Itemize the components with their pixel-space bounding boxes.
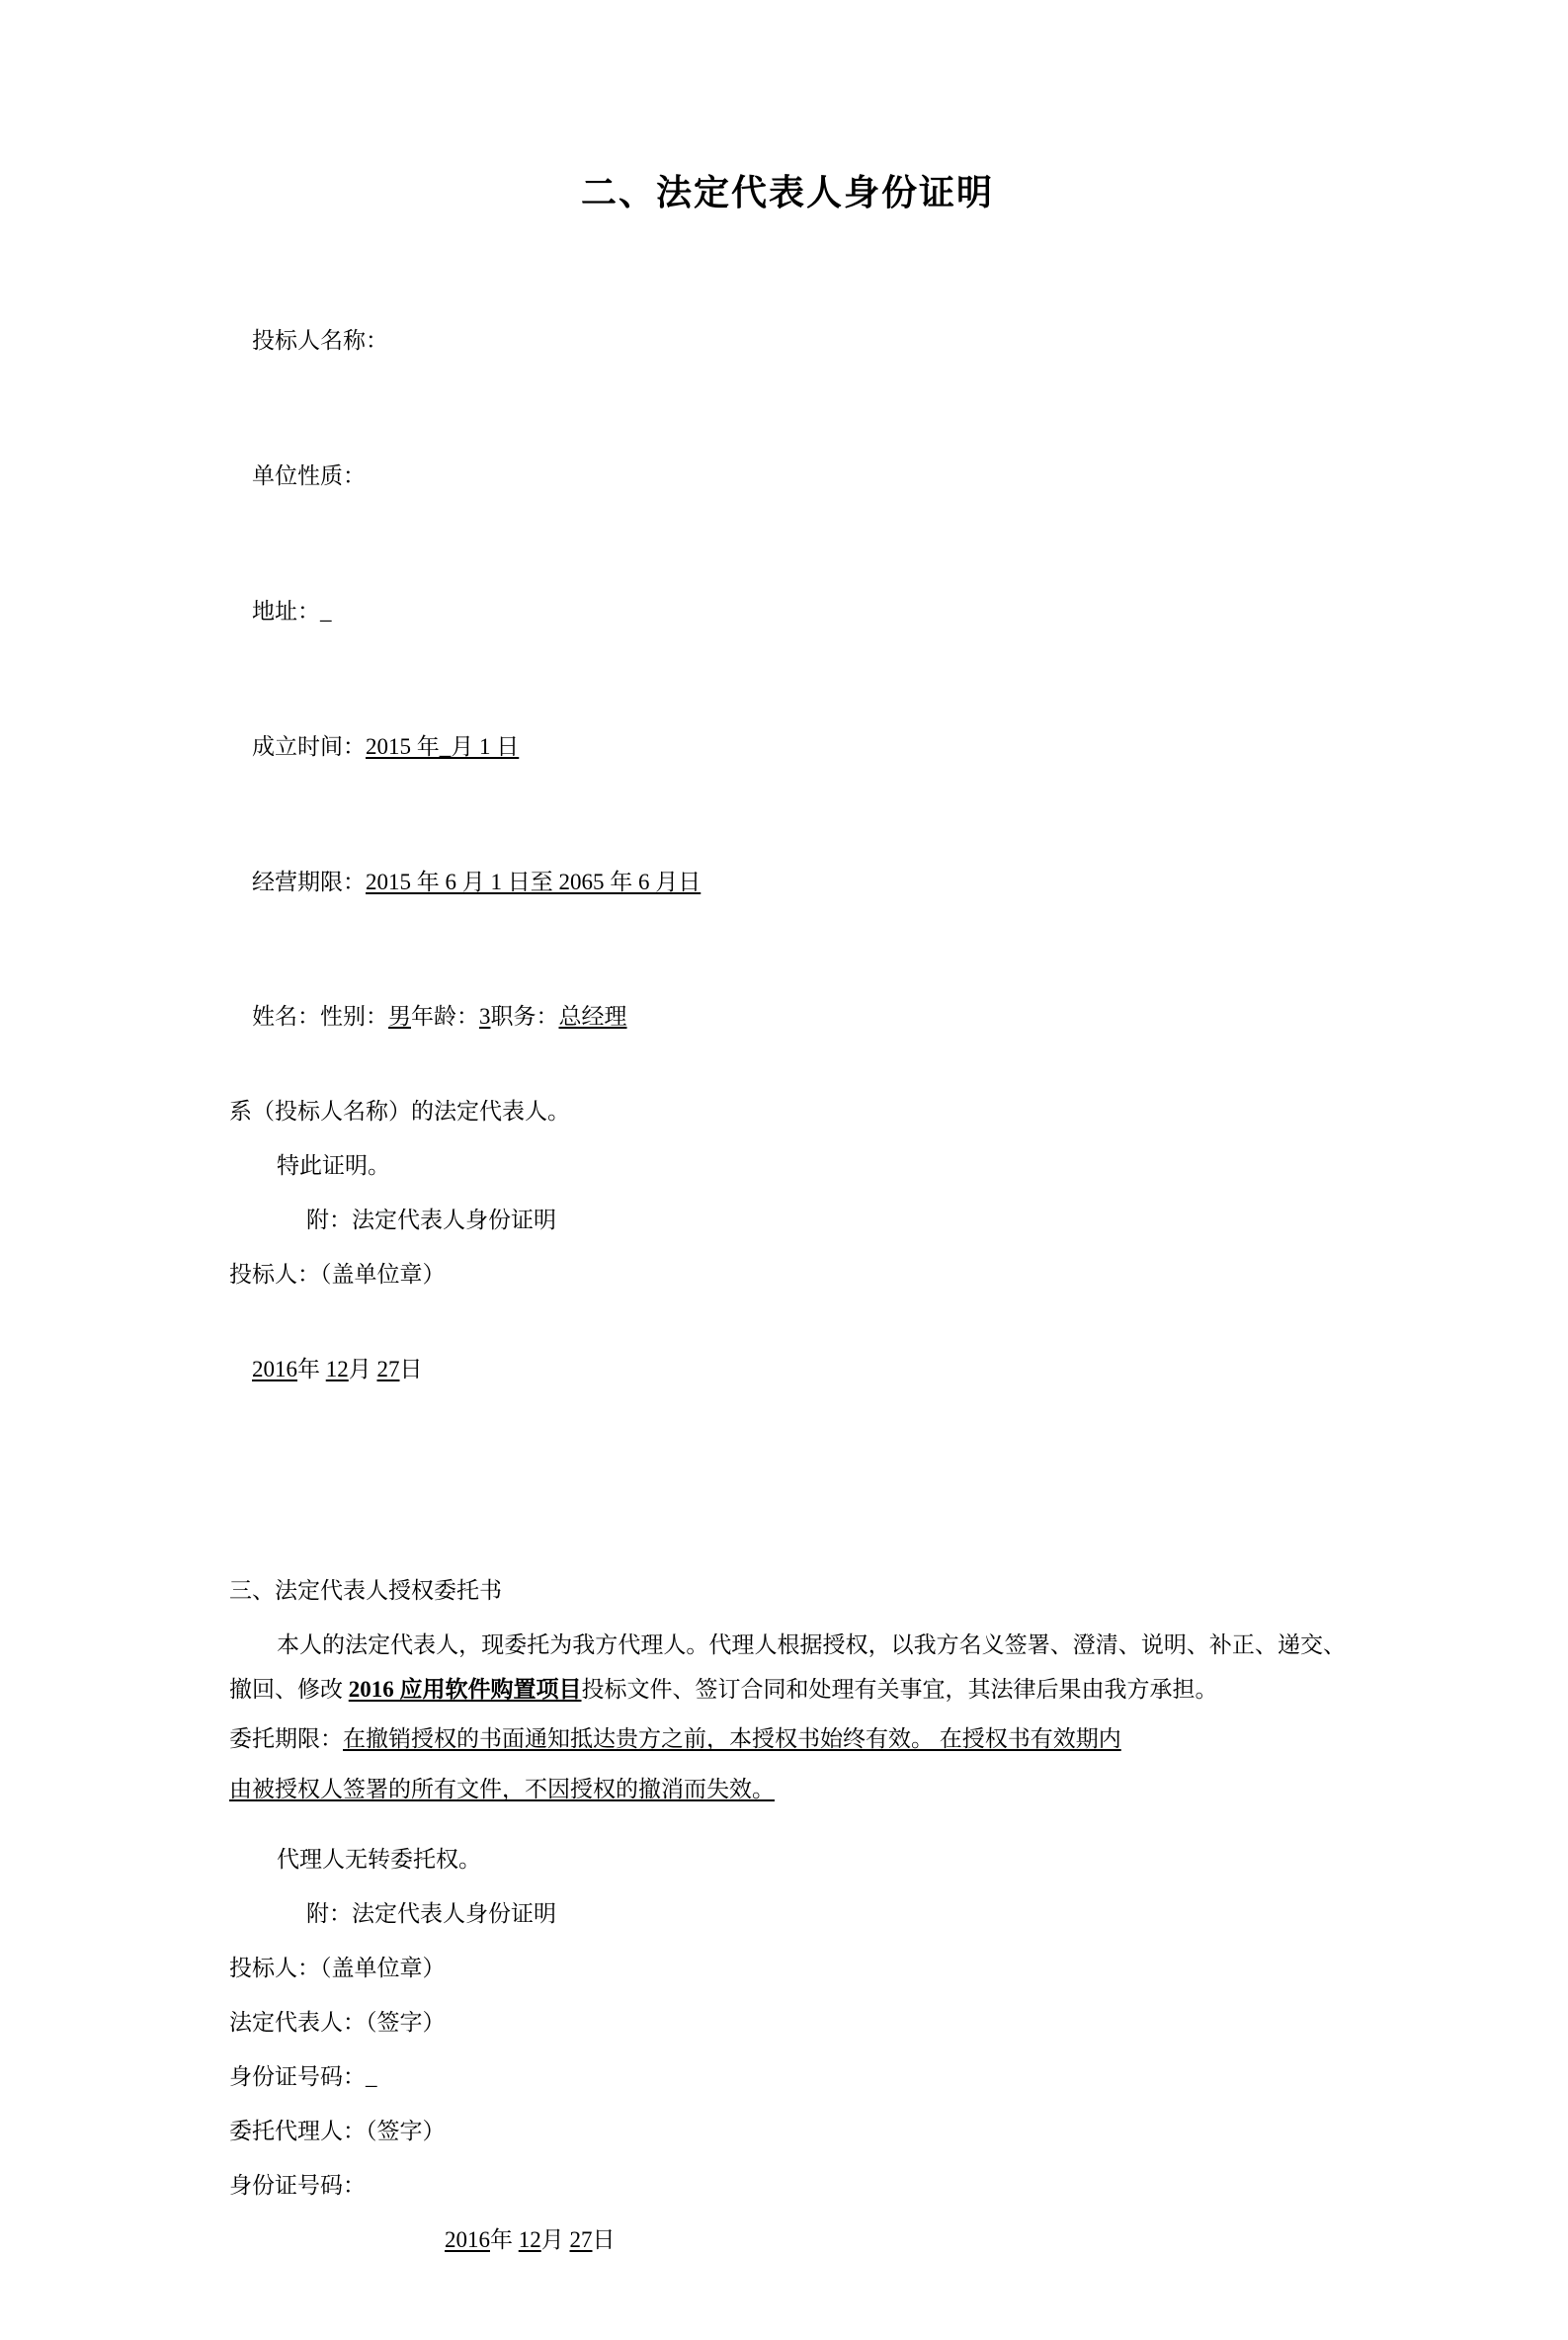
entrust-term-value-line1: 在撤销授权的书面通知抵达贵方之前，本授权书始终有效。 在授权书有效期内 [343,1726,1121,1752]
field-address-value: _ [320,598,332,624]
attachment-statement: 附：法定代表人身份证明 [306,1208,556,1233]
field-established-label: 成立时间： [252,733,366,759]
field-unit-type-label: 单位性质： [252,463,366,489]
section2-date-month: 12 [518,2226,541,2252]
project-name-highlight: 2016 应用软件购置项目 [348,1676,582,1702]
authorization-text-part2: 投标文件、签订合同和处理有关事宜，其法律后果由我方承担。 [581,1676,1218,1702]
field-address [229,551,1346,673]
certify-statement: 特此证明。 [277,1153,390,1179]
section1-date-month-unit: 月 [348,1356,371,1381]
field-unit-type [229,416,1346,538]
section1-date-day: 27 [376,1356,400,1381]
spacer [229,1818,1346,1840]
signature-legal-rep-id [229,2057,1346,2098]
section-gap [229,1445,1346,1571]
bidder-seal-line: 投标人：（盖单位章） [229,1262,446,1288]
entrust-term-value-line2: 由被授权人签署的所有文件，不因授权的撤消而失效。 [229,1777,775,1802]
section1-date-month: 12 [325,1356,349,1381]
entrust-term-label: 委托期限： [229,1726,343,1752]
field-business-term-label: 经营期限： [252,869,366,894]
section2-date-day-unit: 日 [592,2226,616,2252]
signature-legal-rep: 法定代表人：（签字） [229,2009,446,2035]
field-age-label: 年龄： [411,1004,479,1030]
entrust-term-line2 [229,1768,1346,1812]
section2-date-year: 2016 [445,2226,490,2252]
field-business-term [229,822,1346,944]
signature-legal-rep-id-label: 身份证号码： [229,2063,366,2089]
signature-agent: 委托代理人：（签字） [229,2118,446,2143]
field-bidder-name [229,281,1346,402]
relation-statement: 系（投标人名称）的法定代表人。 [229,1099,570,1125]
section2-attachment-statement: 附：法定代表人身份证明 [306,1901,556,1927]
signature-bidder: 投标人：（盖单位章） [229,1956,446,1981]
no-transfer-statement: 代理人无转委托权。 [277,1847,481,1873]
signature-agent-id-label: 身份证号码： [229,2172,366,2198]
section1-date-year-unit: 年 [297,1356,320,1381]
field-person-info [229,957,1346,1078]
field-gender-value: 男 [388,1004,411,1030]
authorization-paragraph [229,1624,1346,1713]
section2-date [229,2220,1346,2261]
field-gender-label: 性别： [320,1004,388,1030]
authorization-text-part1: 本人的法定代表人，现委托为我方代理人。代理人根据授权，以我方名义签署、澄清、说明、补正、递交、撤回、修改 [229,1631,1346,1702]
section2-date-year-unit: 年 [490,2226,513,2252]
signature-agent-id [229,2166,1346,2207]
section2-date-month-unit: 月 [540,2226,564,2252]
field-address-label: 地址： [252,598,320,624]
field-business-term-value: 2015 年 6 月 1 日至 2065 年 6 月日 [366,869,701,894]
section1-date-day-unit: 日 [399,1356,423,1381]
field-name-label: 姓名： [252,1004,320,1030]
section1-date-year: 2016 [252,1356,297,1381]
field-established-value: 2015 年_月 1 日 [366,733,520,759]
section2-date-day: 27 [569,2226,593,2252]
page-title: 二、法定代表人身份证明 [580,173,994,212]
section1-date [229,1309,1346,1431]
field-age-value: 3 [479,1004,491,1030]
field-established [229,687,1346,808]
field-bidder-name-label: 投标人名称： [252,328,388,354]
entrust-term-line1 [229,1717,1346,1762]
signature-legal-rep-id-value: _ [366,2063,377,2089]
section2-heading: 三、法定代表人授权委托书 [229,1577,502,1603]
field-duty-value: 总经理 [558,1004,627,1030]
field-duty-label: 职务： [490,1004,559,1030]
